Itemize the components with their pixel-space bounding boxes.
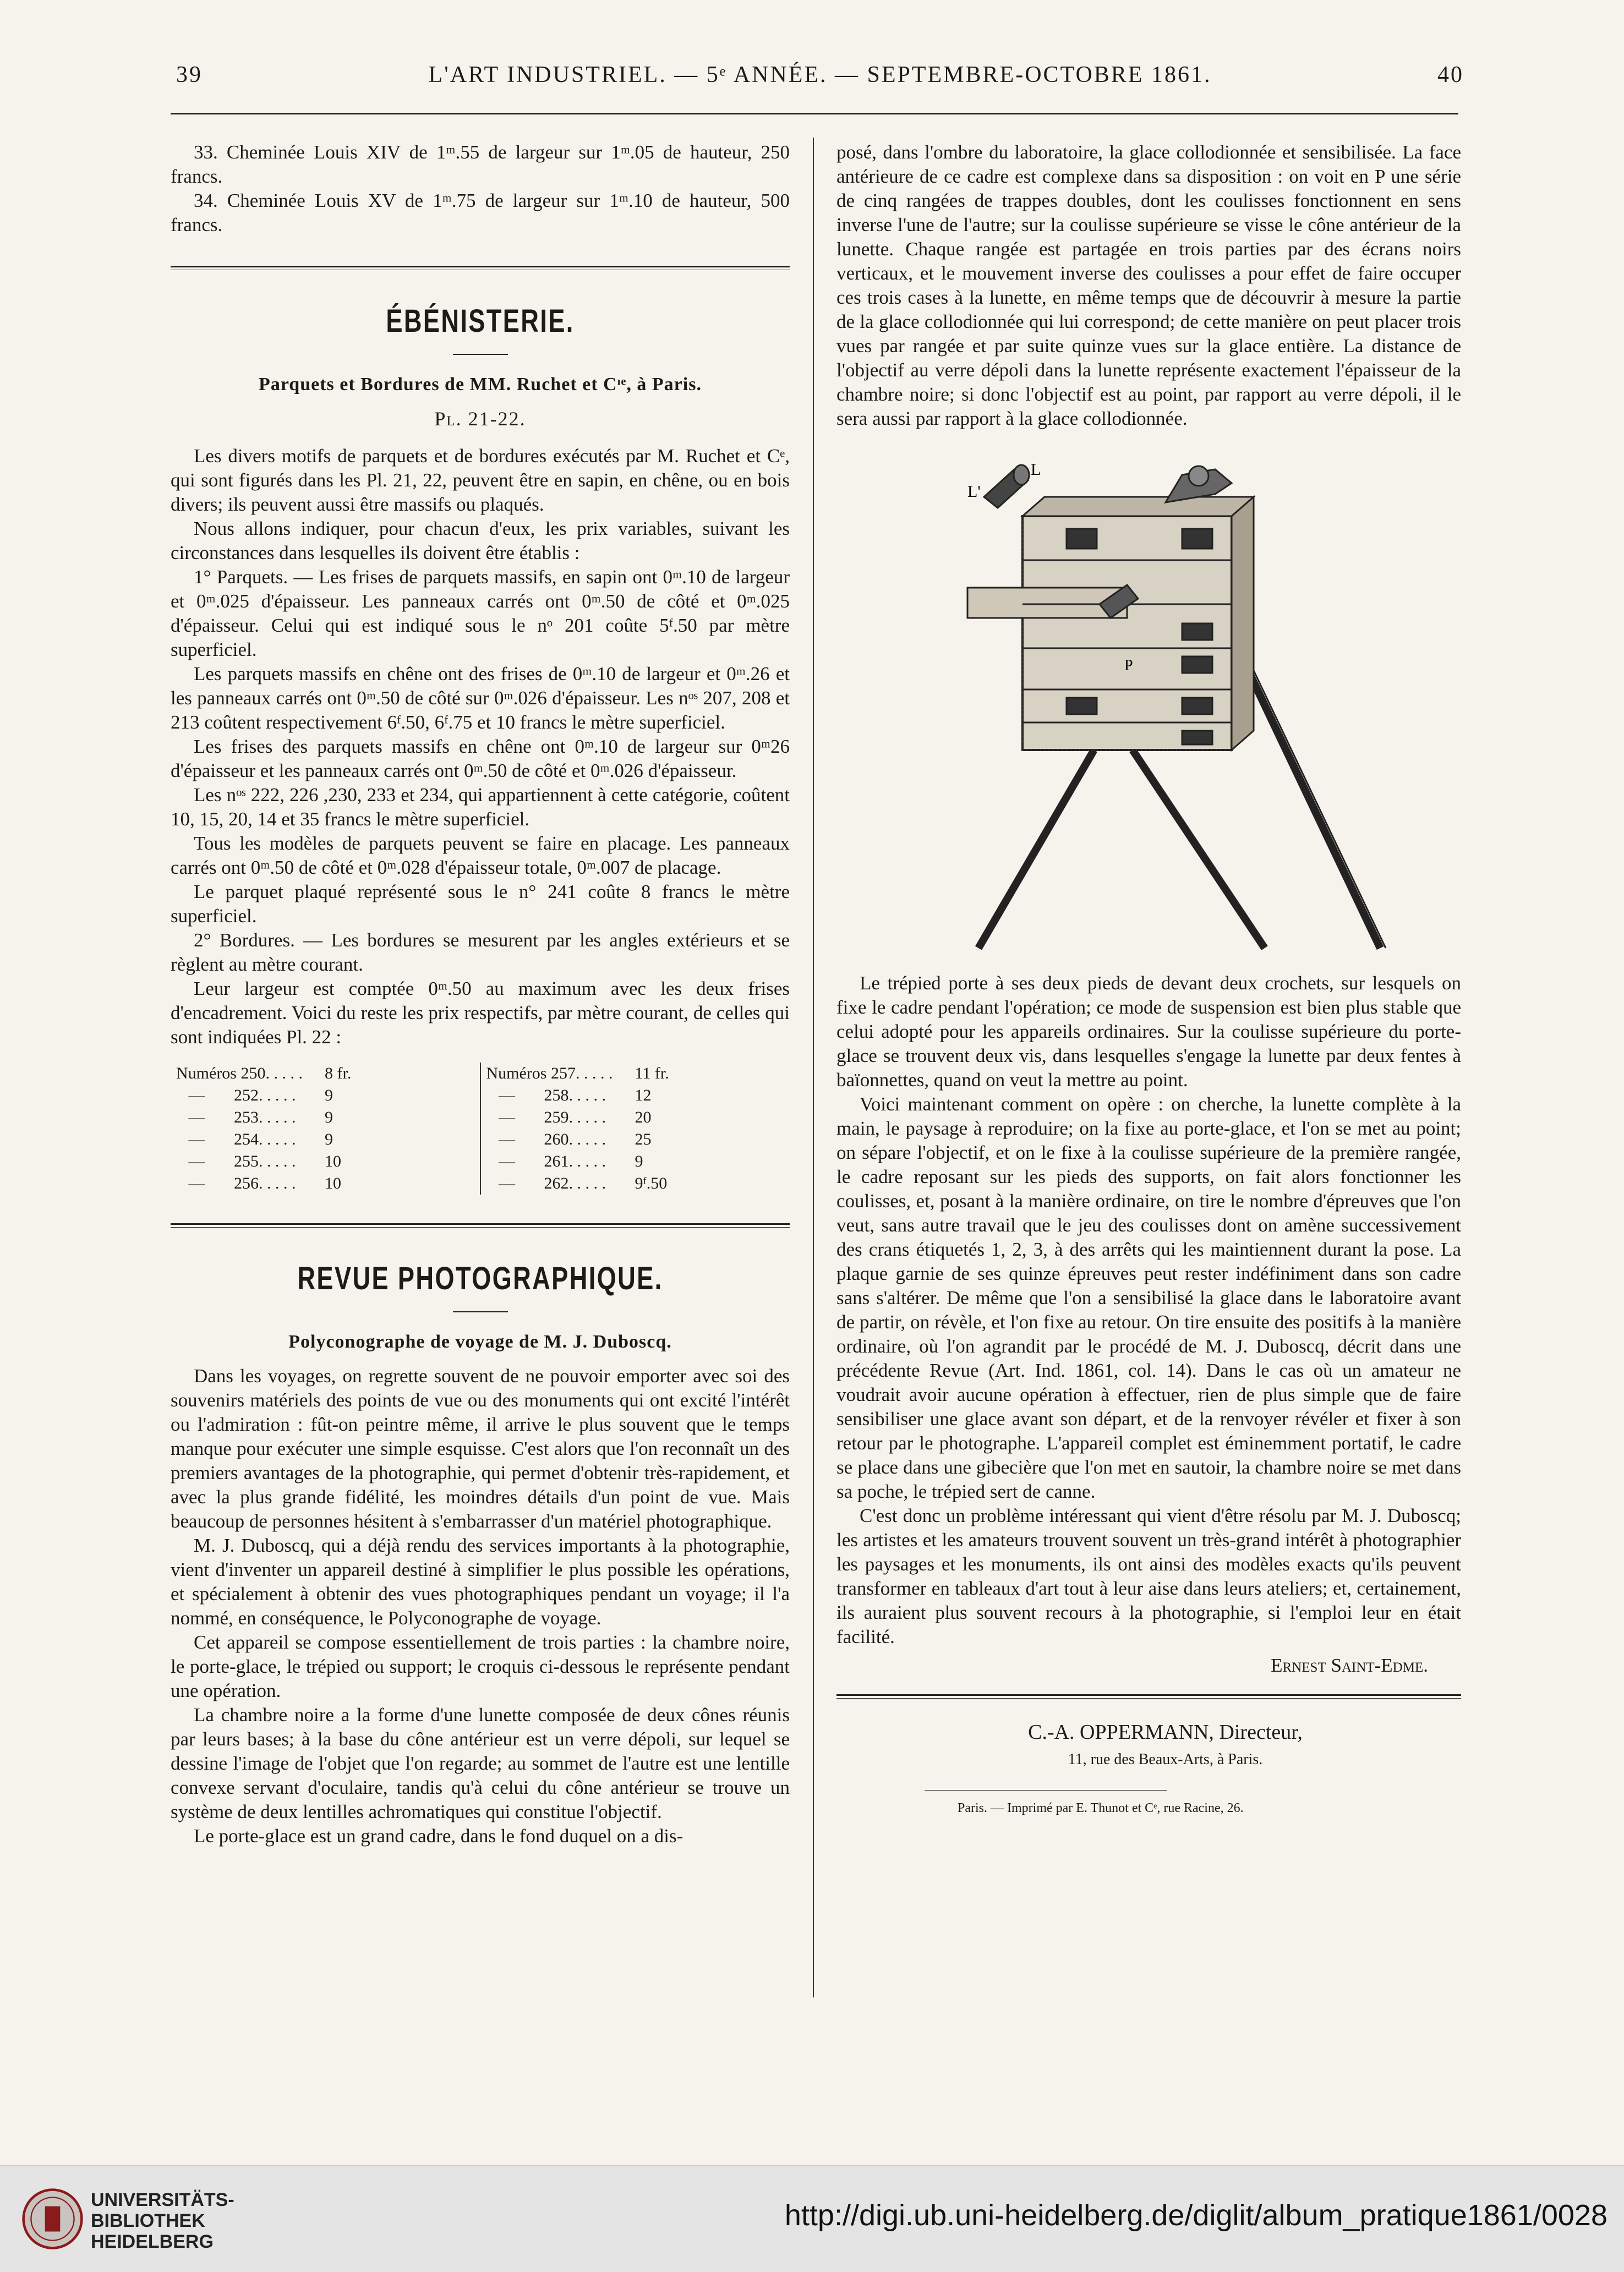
university-seal-icon <box>21 2187 84 2251</box>
price-label: — 258. . . . . <box>486 1086 606 1104</box>
price-row <box>176 1085 480 1107</box>
paragraph: La chambre noire a la forme d'une lunette composée de deux cônes réunis par leurs bases; à la base du cône antérieur est un verre dépoli, sur lequel se dessine l'image de l'objet que l'on regarde; au sommet de l'autre est une lentille convexe servant d'oculaire, tandis qu'à celui du cône antérieur se trouve un système de deux lentilles achromatiques qui constitue l'objectif. <box>171 1704 790 1822</box>
short-rule <box>453 1311 508 1312</box>
price-label: — 254. . . . . <box>176 1130 296 1148</box>
price-value: 10 <box>325 1152 341 1170</box>
price-value: 9ᶠ.50 <box>635 1174 668 1192</box>
price-table <box>171 1063 790 1195</box>
price-value: 9 <box>635 1152 643 1170</box>
paragraph: Le trépied porte à ses deux pieds de devant deux crochets, sur lesquels on fixe le cadre pendant l'opération; ce mode de suspension est bien plus stable que celui adopté pour les appareils ordinaires. Sur la coulisse supérieure du porte-glace se trouvent deux vis, dans lesquelles s'engage la lunette par deux fentes à baïonnettes, quand on veut la mettre au point. <box>836 972 1461 1091</box>
price-label: Numéros 257. . . . . <box>486 1064 613 1082</box>
price-value: 9 <box>325 1130 333 1148</box>
director-address: 11, rue des Beaux-Arts, à Paris. <box>1068 1751 1263 1768</box>
permalink-url[interactable]: http://digi.ub.uni-heidelberg.de/diglit/album_pratique1861/0028 <box>784 2199 1607 2232</box>
paragraph: Le parquet plaqué représenté sous le n° 241 coûte 8 francs le mètre superficiel. <box>171 881 790 927</box>
price-row <box>486 1107 790 1129</box>
right-column <box>836 140 1461 1820</box>
paragraph: C'est donc un problème intéressant qui vient d'être résolu par M. J. Duboscq; les artistes et les amateurs trouvent souvent un très-grand intérêt à photographier les paysages et les monuments, ils ont ainsi des modèles exacts qu'ils peuvent transformer en tableaux d'art tout à leur aise dans leurs ateliers; et, certainement, ils auraient plus souvent recours à la photographie, si l'emploi leur en était facilité. <box>836 1505 1461 1647</box>
paragraph: Le porte-glace est un grand cadre, dans le fond duquel on a dis- <box>194 1825 683 1847</box>
polyconographe-illustration <box>907 464 1391 959</box>
price-value: 12 <box>635 1086 652 1104</box>
paragraph: Tous les modèles de parquets peuvent se faire en placage. Les panneaux carrés ont 0ᵐ.50 de côté et 0ᵐ.028 d'épaisseur totale, 0ᵐ.007 de placage. <box>171 833 790 878</box>
paragraph: Les parquets massifs en chêne ont des frises de 0ᵐ.10 de largeur et 0ᵐ.26 et les panneaux carrés ont 0ᵐ.50 de côté sur 0ᵐ.026 d'épaisseur. Les nᵒˢ 207, 208 et 213 coûtent respectivement 6ᶠ.50, 6ᶠ.75 et 10 francs le mètre superficiel. <box>171 663 790 733</box>
subheading-polyconographe: Polyconographe de voyage de M. J. Duboscq. <box>288 1332 672 1352</box>
printer-rule <box>925 1790 1167 1791</box>
price-label: — 261. . . . . <box>486 1152 606 1170</box>
section-title-revue: REVUE PHOTOGRAPHIQUE. <box>297 1261 663 1296</box>
library-name-line: UNIVERSITÄTS- <box>91 2189 234 2210</box>
price-label: — 256. . . . . <box>176 1174 296 1192</box>
director-name: C.-A. OPPERMANN, Directeur, <box>1028 1721 1303 1744</box>
printer-line: Paris. — Imprimé par E. Thunot et Cᵉ, rue Racine, 26. <box>958 1801 1244 1815</box>
short-rule <box>453 354 508 355</box>
price-column-left <box>171 1063 480 1195</box>
paragraph: 1° Parquets. — Les frises de parquets massifs, en sapin ont 0ᵐ.10 de largeur et 0ᵐ.025 d'épaisseur. Les panneaux carrés ont 0ᵐ.50 de côté et 0ᵐ.025 d'épaisseur. Celui qui est indiqué sous le nᵒ 201 coûte 5ᶠ.50 par mètre superficiel. <box>171 566 790 660</box>
page-number-left: 39 <box>176 62 203 87</box>
price-label: — 260. . . . . <box>486 1130 606 1148</box>
author-signature: Ernest Saint-Edme. <box>1271 1655 1428 1676</box>
price-value: 8 fr. <box>325 1064 352 1082</box>
price-label: Numéros 250. . . . . <box>176 1064 303 1082</box>
price-value: 9 <box>325 1108 333 1126</box>
section-rule <box>171 266 790 270</box>
price-column-right <box>480 1063 790 1195</box>
paragraph: Les frises des parquets massifs en chêne ont 0ᵐ.10 de largeur sur 0ᵐ26 d'épaisseur et les panneaux carrés ont 0ᵐ.50 de côté et 0ᵐ.026 d'épaisseur. <box>171 736 790 781</box>
price-label: — 253. . . . . <box>176 1108 296 1126</box>
price-row <box>176 1129 480 1151</box>
figure-label-p: P <box>1124 657 1133 674</box>
price-label: — 255. . . . . <box>176 1152 296 1170</box>
section-rule <box>171 1223 790 1228</box>
paragraph: Cet appareil se compose essentiellement de trois parties : la chambre noire, le porte-glace, le trépied ou support; le croquis ci-dessous le représente pendant une opération. <box>171 1632 790 1701</box>
figure-label-l-prime: L' <box>967 483 981 501</box>
paragraph: posé, dans l'ombre du laboratoire, la glace collodionnée et sensibilisée. La face antérieure de ce cadre est complexe dans sa disposition : on voit en P une série de cinq rangées de trappes doubles, dont les coulisses fonctionnent en sens inverse l'une de l'autre; sur la coulisse supérieure se visse le cône antérieur de la lunette. Chaque rangée est partagée en trois parties par des écrans noirs verticaux, et le mouvement inverse des coulisses a pour effet de faire occuper ces trois cases à la lunette, en même temps que de découvrir à mesure la partie de la glace collodionnée qui lui correspond; de cette manière on peut placer trois vues par rangée et par suite quinze vues sur la glace entière. La distance de l'objectif au verre dépoli dans la lunette représente exactement l'épaisseur de la chambre noire; si donc l'objectif est au point, par rapport au verre dépoli, il le sera aussi par rapport à la glace collodionnée. <box>836 141 1461 429</box>
column-divider <box>813 138 814 1997</box>
price-value: 11 fr. <box>635 1064 669 1082</box>
price-value: 25 <box>635 1130 652 1148</box>
footer-rule <box>836 1694 1461 1699</box>
price-label: — 252. . . . . <box>176 1086 296 1104</box>
price-row <box>486 1129 790 1151</box>
library-banner <box>0 2165 1624 2272</box>
paragraph: Les divers motifs de parquets et de bordures exécutés par M. Ruchet et Cᵉ, qui sont figurés dans les Pl. 21, 22, peuvent être en sapin, en chêne, ou en bois divers; ils peuvent aussi être massifs ou plaqués. <box>171 445 790 515</box>
price-row <box>176 1107 480 1129</box>
header-rule <box>171 113 1458 114</box>
running-title: L'ART INDUSTRIEL. — 5ᵉ ANNÉE. — SEPTEMBRE-OCTOBRE 1861. <box>428 62 1212 87</box>
item-33: 33. Cheminée Louis XIV de 1ᵐ.55 de largeur sur 1ᵐ.05 de hauteur, 250 francs. <box>171 141 790 187</box>
paragraph: 2° Bordures. — Les bordures se mesurent par les angles extérieurs et se règlent au mètre courant. <box>171 929 790 975</box>
price-row <box>176 1173 480 1195</box>
price-value: 10 <box>325 1174 341 1192</box>
section-title-ebenisterie: ÉBÉNISTERIE. <box>386 303 575 339</box>
item-34: 34. Cheminée Louis XV de 1ᵐ.75 de largeur sur 1ᵐ.10 de hauteur, 500 francs. <box>171 190 790 236</box>
price-value: 20 <box>635 1108 652 1126</box>
price-value: 9 <box>325 1086 333 1104</box>
price-row <box>486 1063 790 1085</box>
price-row <box>486 1085 790 1107</box>
paragraph: Nous allons indiquer, pour chacun d'eux, les prix variables, suivant les circonstances dans lesquelles ils doivent être établis : <box>171 518 790 563</box>
price-row <box>176 1063 480 1085</box>
running-header <box>171 62 1469 95</box>
library-name-line: BIBLIOTHEK <box>91 2210 205 2231</box>
price-label: — 259. . . . . <box>486 1108 606 1126</box>
paragraph: Voici maintenant comment on opère : on cherche, la lunette complète à la main, le paysage à reproduire; on la fixe au porte-glace, et l'on se met au point; on sépare l'objectif, et on le fixe à la coulisse supérieure de la première rangée, le cadre reposant sur les pieds des supports, on fait alors fonctionner les coulisses, et, posant à la manière ordinaire, on tire le nombre d'épreuves que l'on veut, sans autre travail que le jeu des coulisses dont on amène successivement des crans étiquetés 1, 2, 3, à des arrêts qui les maintiennent durant la pose. La plaque garnie de ses quinze épreuves peut rester indéfiniment dans son cadre sans s'altérer. De même que l'on a sensibilisé la glace dans le laboratoire avant de partir, on révèle, et l'on fixe au retour. On tire ensuite des positifs à la manière ordinaire, où l'on agrandit par le procédé de M. J. Duboscq, décrit dans une précédente Revue (Art. Ind. 1861, col. 14). Dans le cas où un amateur ne voudrait avoir aucune opération à effectuer, rien de plus simple que de faire sensibiliser une glace avant son départ, et de la renvoyer révéler et fixer à son retour par le photographe. L'appareil complet est éminemment portatif, le cadre se place dans une gibecière que l'on met en sautoir, la chambre noire se met dans sa poche, le trépied sert de canne. <box>836 1093 1461 1502</box>
page-number-right: 40 <box>1437 62 1464 87</box>
paragraph: M. J. Duboscq, qui a déjà rendu des services importants à la photographie, vient d'inventer un appareil destiné à simplifier le plus possible les opérations, et spécialement à obtenir des vues photographiques pendant un voyage; il l'a nommé, en conséquence, le Polyconographe de voyage. <box>171 1535 790 1629</box>
paragraph: Les nᵒˢ 222, 226 ,230, 233 et 234, qui appartiennent à cette catégorie, coûtent 10, 15, 20, 14 et 35 francs le mètre superficiel. <box>171 784 790 830</box>
paragraph: Leur largeur est comptée 0ᵐ.50 au maximum avec les deux frises d'encadrement. Voici du reste les prix respectifs, par mètre courant, de celles qui sont indiquées Pl. 22 : <box>171 978 790 1048</box>
price-row <box>486 1173 790 1195</box>
library-name-line: HEIDELBERG <box>91 2231 214 2252</box>
left-column <box>171 140 790 1848</box>
figure-label-l: L <box>1030 464 1041 479</box>
paragraph: Dans les voyages, on regrette souvent de ne pouvoir emporter avec soi des souvenirs matériels des points de vue ou des monuments qui ont excité l'intérêt ou l'admiration : fût-on peintre même, il arrive le plus souvent que le temps manque pour exécuter une simple esquisse. C'est alors que l'on reconnaît un des premiers avantages de la photographie, qui permet d'obtenir très-rapidement, et avec la plus grande fidélité, les moindres détails d'un point de vue. Mais beaucoup de personnes hésitent à s'embarrasser d'un matériel photographique. <box>171 1365 790 1532</box>
price-row <box>486 1151 790 1173</box>
subheading-parquets: Parquets et Bordures de MM. Ruchet et Cᶦᵉ, à Paris. <box>259 374 702 395</box>
price-row <box>176 1151 480 1173</box>
library-name <box>91 2189 234 2252</box>
director-credit <box>836 1718 1461 1773</box>
plate-reference: Pl. 21-22. <box>434 408 526 430</box>
price-label: — 262. . . . . <box>486 1174 606 1192</box>
